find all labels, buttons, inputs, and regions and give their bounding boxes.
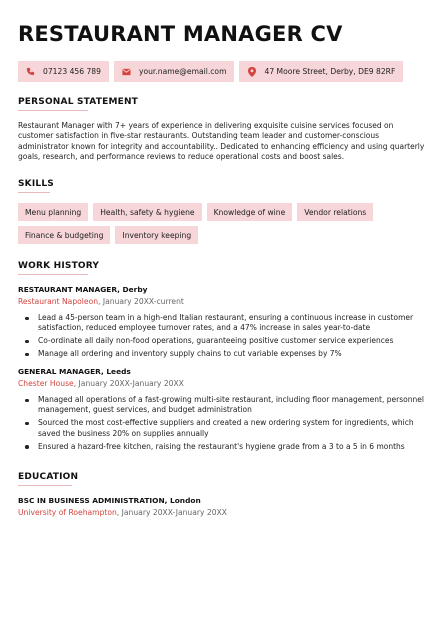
- skill-tag: Menu planning: [18, 203, 88, 221]
- section-divider: [18, 192, 50, 193]
- education-institution: [18, 508, 227, 517]
- list-item: Lead a 45-person team in a high-end Italian restaurant, ensuring a continuous increase in customer satisfaction, reduced employee turnover rates, and a 47% increase in sales year-to-date: [18, 313, 428, 334]
- skill-tag: Knowledge of wine: [207, 203, 293, 221]
- job-employer: [18, 297, 184, 306]
- job-title: RESTAURANT MANAGER, Derby: [18, 285, 148, 294]
- phone-icon: [26, 67, 35, 76]
- list-item: Managed all operations of a fast-growing multi-site restaurant, including floor management, personnel management, guest services, and budget administration: [18, 395, 428, 416]
- phone-text: 07123 456 789: [43, 67, 101, 76]
- page-title: RESTAURANT MANAGER CV: [18, 22, 343, 46]
- employer-name: Chester House: [18, 379, 74, 388]
- email-chip[interactable]: [114, 61, 235, 82]
- skill-tag: Finance & budgeting: [18, 226, 110, 244]
- job-employer: [18, 379, 184, 388]
- contact-bar: [18, 61, 403, 82]
- list-item: Ensured a hazard-free kitchen, raising the restaurant's hygiene grade from a 3 to a 5 in 6 months: [18, 442, 428, 452]
- skill-tag: Vendor relations: [297, 203, 373, 221]
- email-text: your.name@email.com: [138, 67, 227, 76]
- skill-tag: Inventory keeping: [115, 226, 198, 244]
- degree-title: BSC IN BUSINESS ADMINISTRATION, London: [18, 496, 201, 505]
- education-heading: EDUCATION: [18, 472, 79, 482]
- phone-chip[interactable]: [18, 61, 109, 82]
- job-dates: , January 20XX-current: [98, 297, 184, 306]
- section-divider: [18, 485, 72, 486]
- list-item: Sourced the most cost-effective suppliers and created a new ordering system for ingredients, which saved the business 20% on supplies annually: [18, 418, 428, 439]
- skills-list: [18, 203, 428, 244]
- institution-name: University of Roehampton: [18, 508, 117, 517]
- skills-heading: SKILLS: [18, 179, 54, 189]
- skill-tag: Health, safety & hygiene: [93, 203, 201, 221]
- personal-statement-text: Restaurant Manager with 7+ years of experience in delivering exquisite cuisine services focused on customer satisfaction in five-star restaurants. Outstanding team leader and customer-conscious administrator known for integrity and accountability.. Dedicated to enhancing efficiency and using quarterly goals, research, and performance reviews to reduce operational costs and boost sales.: [18, 121, 425, 162]
- job-dates: , January 20XX-January 20XX: [73, 379, 184, 388]
- job-duties: [18, 395, 428, 455]
- employer-name: Restaurant Napoleon: [18, 297, 99, 306]
- location-icon: [247, 67, 256, 76]
- list-item: Manage all ordering and inventory supply chains to cut variable expenses by 7%: [18, 349, 428, 359]
- address-chip[interactable]: [239, 61, 403, 82]
- job-duties: [18, 313, 428, 362]
- work-history-heading: WORK HISTORY: [18, 261, 100, 271]
- section-divider: [18, 110, 88, 111]
- job-title: GENERAL MANAGER, Leeds: [18, 367, 131, 376]
- section-divider: [18, 274, 88, 275]
- personal-statement-heading: PERSONAL STATEMENT: [18, 97, 139, 107]
- list-item: Co-ordinate all daily non-food operations, guaranteeing positive customer service experiences: [18, 336, 428, 346]
- address-text: 47 Moore Street, Derby, DE9 82RF: [264, 67, 396, 76]
- education-dates: , January 20XX-January 20XX: [116, 508, 227, 517]
- email-icon: [122, 67, 131, 76]
